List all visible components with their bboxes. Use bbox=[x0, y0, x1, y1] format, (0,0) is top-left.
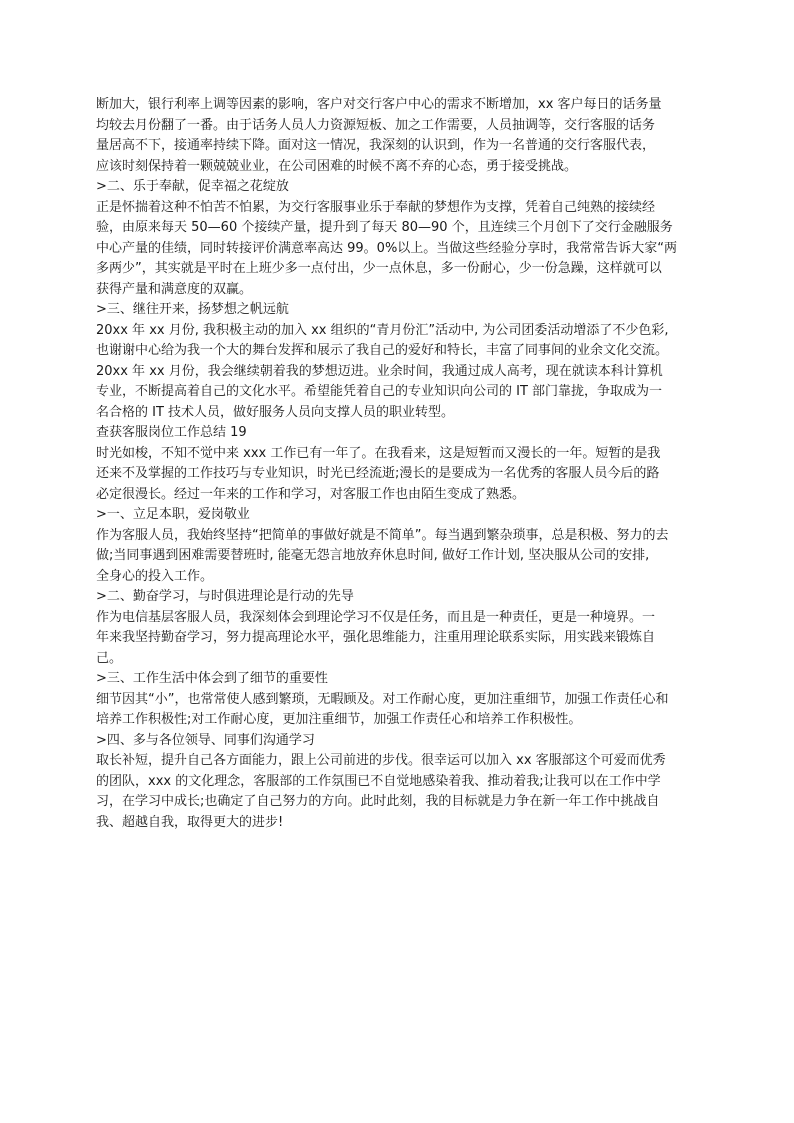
body-line: 专业，不断提高着自己的文化水平。希望能凭着自己的专业知识向公司的 IT 部门靠拢，争取成为一 bbox=[96, 384, 663, 399]
body-line: 还来不及掌握的工作技巧与专业知识，时光已经流逝;漫长的是要成为一名优秀的客服人员今后的路 bbox=[96, 466, 660, 481]
body-line: 多两少”，其实就是平时在上班少多一点付出，少一点休息，多一份耐心，少一份急躁，这样就可以 bbox=[96, 261, 662, 276]
section-heading: >二、乐于奉献，促幸福之花绽放 bbox=[96, 179, 289, 194]
section-heading: >一、立足本职，爱岗敬业 bbox=[96, 507, 250, 522]
body-line: 做;当同事遇到困难需要替班时, 能毫无怨言地放弃休息时间, 做好工作计划, 坚决服从公司的安排, bbox=[96, 548, 650, 563]
body-line: 也谢谢中心给为我一个大的舞台发挥和展示了我自己的爱好和特长，丰富了同事间的业余文化交流。 bbox=[96, 343, 669, 358]
document-subtitle: 查获客服岗位工作总结 19 bbox=[96, 425, 247, 440]
body-line: 作为电信基层客服人员，我深刻体会到理论学习不仅是任务，而且是一种责任，更是一种境界。一 bbox=[96, 609, 656, 625]
body-line: 我、超越自我，取得更大的进步! bbox=[96, 814, 284, 830]
section-heading: >二、勤奋学习，与时俱进理论是行动的先导 bbox=[96, 589, 354, 604]
body-line: 作为客服人员，我始终坚持“把简单的事做好就是不简单”。每当遇到繁杂琐事，总是积极、努力的去 bbox=[96, 527, 669, 543]
body-line: 的团队，xxx 的文化理念，客服部的工作氛围已不自觉地感染着我、推动着我;让我可以在工作中学 bbox=[96, 773, 661, 789]
body-line: 正是怀揣着这种不怕苦不怕累，为交行客服事业乐于奉献的梦想作为支撑，凭着自己纯熟的接续经 bbox=[96, 199, 656, 215]
section-heading: >四、多与各位领导、同事们沟通学习 bbox=[96, 732, 315, 748]
body-line: 必定很漫长。经过一年来的工作和学习，对客服工作也由陌生变成了熟悉。 bbox=[96, 486, 526, 502]
section-heading: >三、工作生活中体会到了细节的重要性 bbox=[96, 671, 328, 686]
body-line: 习，在学习中成长;也确定了自己努力的方向。此时此刻，我的目标就是力争在新一年工作中挑战自 bbox=[96, 794, 660, 809]
body-line: 断加大，银行利率上调等因素的影响，客户对交行客户中心的需求不断增加，xx 客户每日的话务量 bbox=[96, 97, 662, 112]
body-line: 应该时刻保持着一颗兢兢业业，在公司困难的时候不离不弃的心态，勇于接受挑战。 bbox=[96, 158, 578, 174]
body-line: 时光如梭，不知不觉中来 xxx 工作已有一年了。在我看来，这是短暂而又漫长的一年。短暂的是我 bbox=[96, 445, 661, 461]
body-line: 名合格的 IT 技术人员，做好服务人员向支撑人员的职业转型。 bbox=[96, 404, 455, 420]
body-line: 验，由原来每天 50—60 个接续产量，提升到了每天 80—90 个，且连续三个月创下了交行金融服务 bbox=[96, 220, 673, 235]
body-line: 获得产量和满意度的双赢。 bbox=[96, 281, 253, 297]
body-line: 中心产量的佳绩，同时转接评价满意率高达 99。0%以上。当做这些经验分享时，我常常告诉大家“两 bbox=[96, 240, 678, 256]
body-line: 细节因其“小”，也常常使人感到繁琐，无暇顾及。对工作耐心度，更加注重细节，加强工作责任心和 bbox=[96, 691, 669, 707]
body-line: 量居高不下，接通率持续下降。面对这一情况，我深刻的认识到，作为一名普通的交行客服代表， bbox=[96, 138, 656, 153]
body-line: 20xx 年 xx 月份, 我积极主动的加入 xx 组织的“青月份汇”活动中, 为公司团委活动增添了不少色彩, bbox=[96, 322, 669, 338]
body-line: 培养工作积极性;对工作耐心度，更加注重细节，加强工作责任心和培养工作积极性。 bbox=[96, 712, 582, 727]
section-heading: >三、继往开来，扬梦想之帆远航 bbox=[96, 302, 289, 317]
body-line: 取长补短，提升自己各方面能力，跟上公司前进的步伐。很幸运可以加入 xx 客服部这个可爱而优秀 bbox=[96, 753, 666, 768]
body-line: 均较去月份翻了一番。由于话务人员人力资源短板、加之工作需要，人员抽调等，交行客服的话务 bbox=[96, 117, 656, 133]
body-line: 年来我坚持勤奋学习，努力提高理论水平，强化思维能力，注重用理论联系实际，用实践来锻炼自 bbox=[96, 630, 656, 645]
body-line: 20xx 年 xx 月份，我会继续朝着我的梦想迈进。业余时间，我通过成人高考，现在就读本科计算机 bbox=[96, 363, 663, 379]
document-body bbox=[96, 95, 714, 833]
body-line: 己。 bbox=[96, 650, 123, 666]
body-line: 全身心的投入工作。 bbox=[96, 568, 214, 584]
